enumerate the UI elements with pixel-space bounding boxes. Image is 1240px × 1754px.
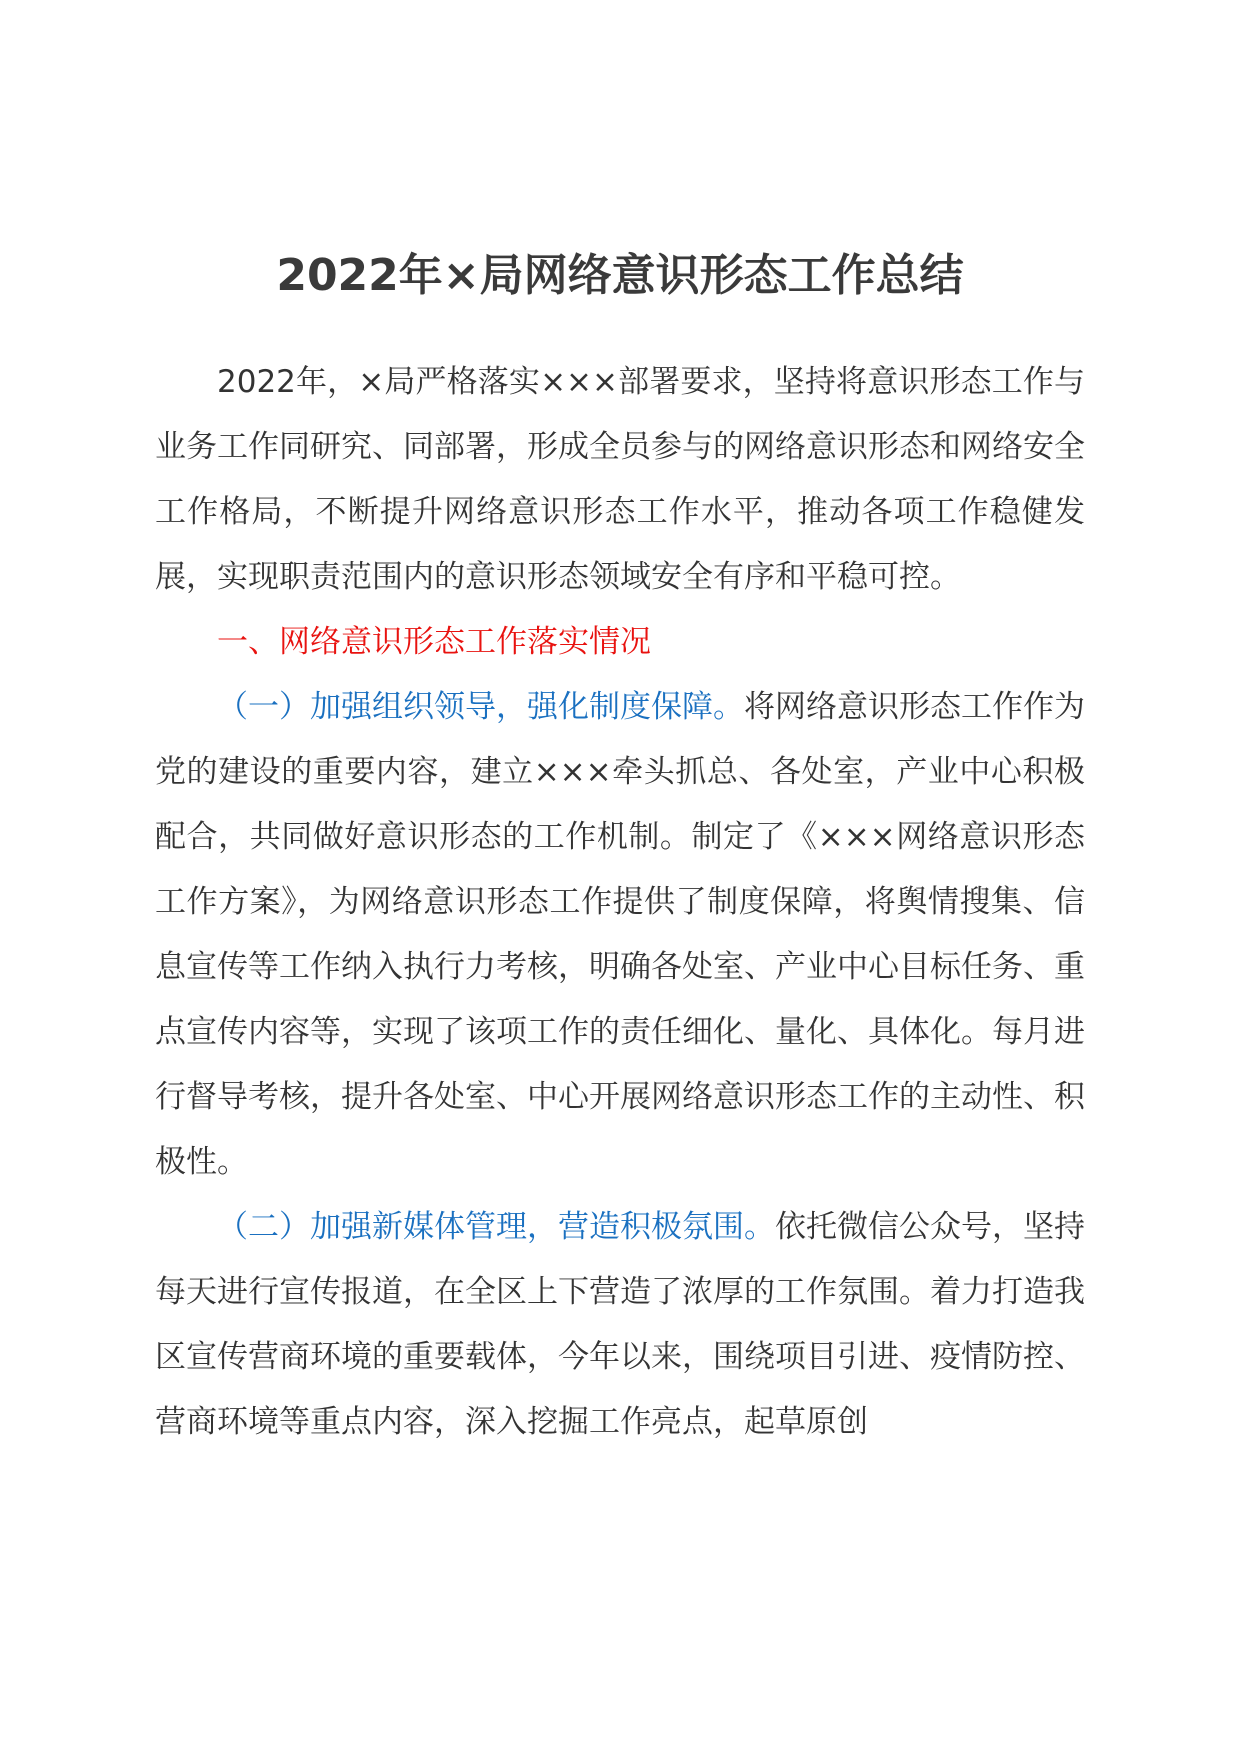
intro-paragraph: 2022年，×局严格落实×××部署要求，坚持将意识形态工作与业务工作同研究、同部署，形成全员参与的网络意识形态和网络安全工作格局，不断提升网络意识形态工作水平，推动各项工作稳健发展，实现职责范围内的意识形态领域安全有序和平稳可控。 bbox=[155, 364, 1085, 595]
subsection-body-2: 依托微信公众号，坚持每天进行宣传报道，在全区上下营造了浓厚的工作氛围。着力打造我区宣传营商环境的重要载体，今年以来，围绕项目引进、疫情防控、营商环境等重点内容，深入挖掘工作亮点，起草原创 bbox=[155, 1209, 1085, 1440]
document-title: 2022年×局网络意识形态工作总结 bbox=[276, 250, 964, 301]
subsection-paragraph-2 bbox=[155, 1195, 1085, 1455]
subsection-heading-1: （一）加强组织领导，强化制度保障。 bbox=[217, 689, 744, 725]
section-heading-1: 一、网络意识形态工作落实情况 bbox=[217, 624, 651, 660]
subsection-body-1: 将网络意识形态工作作为党的建设的重要内容，建立×××牵头抓总、各处室，产业中心积极配合，共同做好意识形态的工作机制。制定了《×××网络意识形态工作方案》，为网络意识形态工作提供了制度保障，将舆情搜集、信息宣传等工作纳入执行力考核，明确各处室、产业中心目标任务、重点宣传内容等，实现了该项工作的责任细化、量化、具体化。每月进行督导考核，提升各处室、中心开展网络意识形态工作的主动性、积极性。 bbox=[155, 689, 1085, 1180]
subsection-paragraph-1 bbox=[155, 675, 1085, 1195]
document-body bbox=[155, 350, 1085, 1455]
subsection-heading-2: （二）加强新媒体管理，营造积极氛围。 bbox=[217, 1209, 775, 1245]
